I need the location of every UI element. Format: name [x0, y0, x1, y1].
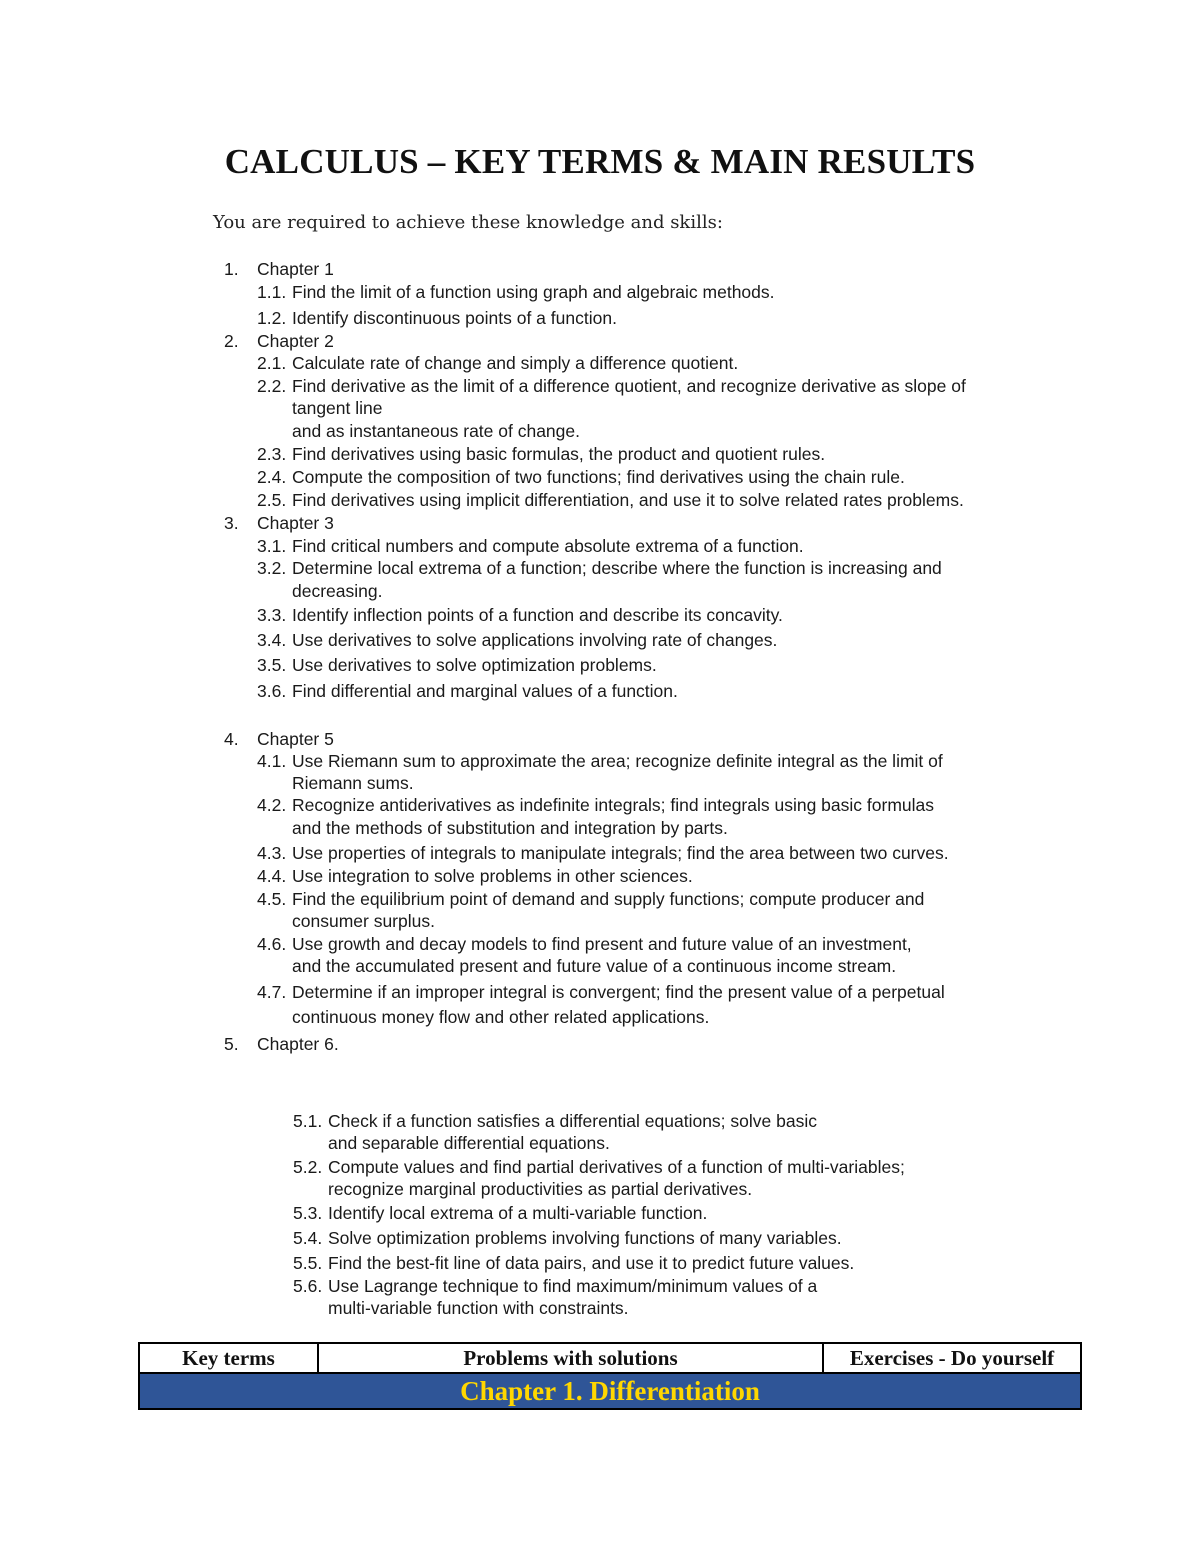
header-problems: Problems with solutions [318, 1343, 823, 1373]
list-item-number: 4.1. [257, 751, 287, 771]
list-item-number: 5.5. [293, 1253, 323, 1273]
list-item-text: Chapter 2 [257, 331, 334, 351]
list-item-text: Use derivatives to solve optimization problems. [292, 655, 657, 675]
list-item-number: 5.2. [293, 1157, 323, 1177]
list-item-text: Determine local extrema of a function; describe where the function is increasing and [292, 558, 942, 578]
list-item-number: 2.4. [257, 467, 287, 487]
list-item-text: tangent line [292, 398, 383, 418]
list-item-text: continuous money flow and other related applications. [292, 1007, 710, 1027]
list-item-text: and the methods of substitution and integration by parts. [292, 818, 728, 838]
chapter-row [139, 1373, 1081, 1409]
list-item-number: 3.4. [257, 630, 287, 650]
list-item-text: Use Lagrange technique to find maximum/minimum values of a [328, 1276, 818, 1296]
list-item-number: 5.3. [293, 1203, 323, 1223]
list-item-number: 2.2. [257, 376, 287, 396]
list-item-number: 4.3. [257, 843, 287, 863]
list-item-number: 5.4. [293, 1228, 323, 1248]
list-item-text: Find the equilibrium point of demand and supply functions; compute producer and [292, 889, 925, 909]
list-item-text: Compute values and find partial derivatives of a function of multi-variables; [328, 1157, 905, 1177]
list-item-number: 4.4. [257, 866, 287, 886]
list-item-number: 4. [224, 729, 239, 749]
list-item-text: Chapter 3 [257, 513, 334, 533]
list-item-number: 2.3. [257, 444, 287, 464]
list-item-number: 4.7. [257, 982, 287, 1002]
list-item-text: Recognize antiderivatives as indefinite integrals; find integrals using basic formulas [292, 795, 935, 815]
list-item-number: 1.2. [257, 308, 287, 328]
list-item-text: Chapter 5 [257, 729, 334, 749]
header-key-terms: Key terms [139, 1343, 318, 1373]
chapter-heading: Chapter 1. Differentiation [139, 1373, 1081, 1409]
list-item-number: 1. [224, 259, 239, 279]
list-item-number: 3.2. [257, 558, 287, 578]
list-item-number: 3. [224, 513, 239, 533]
list-item-number: 5.1. [293, 1111, 323, 1131]
list-item-text: multi-variable function with constraints. [328, 1298, 629, 1318]
list-item-number: 3.5. [257, 655, 287, 675]
list-item-text: Calculate rate of change and simply a difference quotient. [292, 353, 739, 373]
list-item-number: 4.6. [257, 934, 287, 954]
list-item-text: Use Riemann sum to approximate the area; recognize definite integral as the limit of [292, 751, 943, 771]
table-header-row [139, 1343, 1081, 1373]
list-item-number: 4.5. [257, 889, 287, 909]
list-item-number: 1.1. [257, 282, 287, 302]
list-item-text: Determine if an improper integral is convergent; find the present value of a perpetual [292, 982, 945, 1002]
list-item-number: 3.6. [257, 681, 287, 701]
list-item-text: and as instantaneous rate of change. [292, 421, 580, 441]
list-item-text: Chapter 1 [257, 259, 334, 279]
list-item-text: Find derivatives using basic formulas, the product and quotient rules. [292, 444, 826, 464]
list-item-text: Solve optimization problems involving functions of many variables. [328, 1228, 842, 1248]
list-item-text: recognize marginal productivities as partial derivatives. [328, 1179, 753, 1199]
list-item-number: 3.3. [257, 605, 287, 625]
list-item-text: Use properties of integrals to manipulate integrals; find the area between two curves. [292, 843, 949, 863]
list-item-text: Identify inflection points of a function and describe its concavity. [292, 605, 783, 625]
page-title: CALCULUS – KEY TERMS & MAIN RESULTS [224, 142, 976, 181]
list-item-text: Check if a function satisfies a differential equations; solve basic [328, 1111, 817, 1131]
header-exercises: Exercises - Do yourself [823, 1343, 1081, 1373]
list-item-text: decreasing. [292, 581, 383, 601]
list-item-text: Riemann sums. [292, 773, 414, 793]
list-item-text: Use derivatives to solve applications involving rate of changes. [292, 630, 778, 650]
list-item-number: 3.1. [257, 536, 287, 556]
list-item-text: Use growth and decay models to find present and future value of an investment, [292, 934, 912, 954]
list-item-number: 4.2. [257, 795, 287, 815]
list-item-number: 2. [224, 331, 239, 351]
list-item-text: Compute the composition of two functions; find derivatives using the chain rule. [292, 467, 905, 487]
key-terms-table [138, 1342, 1082, 1410]
list-item-number: 5.6. [293, 1276, 323, 1296]
list-item-text: Find critical numbers and compute absolute extrema of a function. [292, 536, 804, 556]
list-item-text: and separable differential equations. [328, 1133, 610, 1153]
list-item-text: consumer surplus. [292, 911, 435, 931]
list-item-text: Find the best-fit line of data pairs, and use it to predict future values. [328, 1253, 855, 1273]
list-item-text: Identify local extrema of a multi-variable function. [328, 1203, 708, 1223]
list-item-number: 5. [224, 1034, 239, 1054]
list-item-number: 2.1. [257, 353, 287, 373]
list-item-text: Find derivative as the limit of a difference quotient, and recognize derivative as slope of [292, 376, 966, 396]
list-item-number: 2.5. [257, 490, 287, 510]
list-item-text: Identify discontinuous points of a function. [292, 308, 617, 328]
intro-text: You are required to achieve these knowledge and skills: [213, 212, 723, 233]
list-item-text: Find the limit of a function using graph and algebraic methods. [292, 282, 775, 302]
list-item-text: Find differential and marginal values of a function. [292, 681, 678, 701]
list-item-text: and the accumulated present and future value of a continuous income stream. [292, 956, 897, 976]
list-item-text: Chapter 6. [257, 1034, 339, 1054]
list-item-text: Find derivatives using implicit differentiation, and use it to solve related rates problems. [292, 490, 964, 510]
list-item-text: Use integration to solve problems in other sciences. [292, 866, 693, 886]
